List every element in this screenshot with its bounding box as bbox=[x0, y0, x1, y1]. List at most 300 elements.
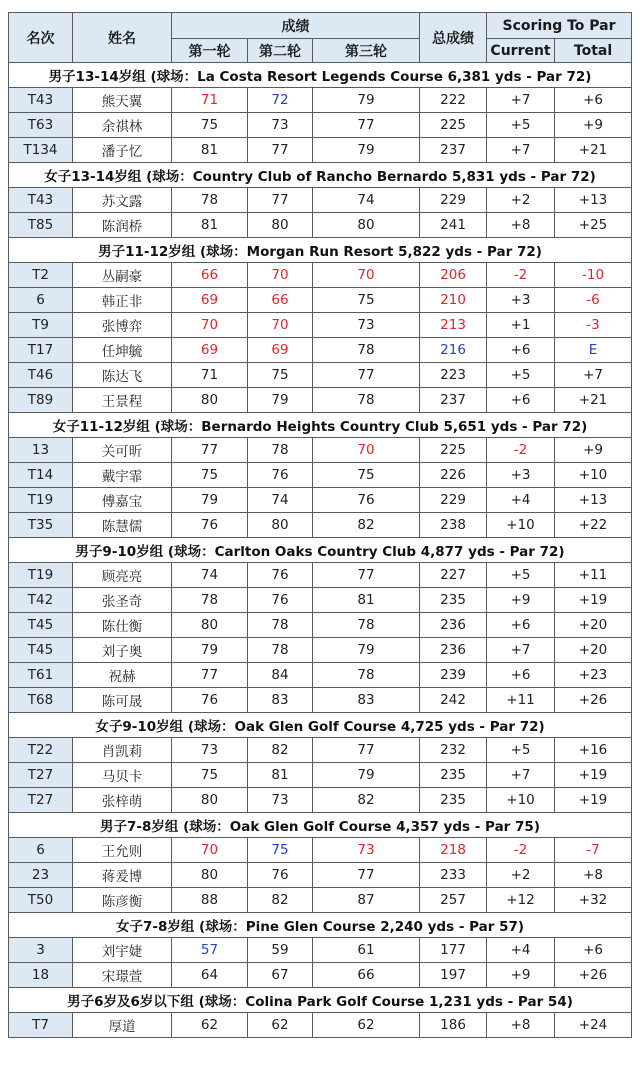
total-to-par: +19 bbox=[555, 788, 632, 813]
round3-score: 77 bbox=[313, 563, 420, 588]
section-title: 男子6岁及6岁以下组 (球场：Colina Park Golf Course 1,231 yds - Par 54) bbox=[9, 988, 632, 1013]
round3-score: 80 bbox=[313, 213, 420, 238]
table-row bbox=[9, 938, 632, 963]
round3-score: 75 bbox=[313, 288, 420, 313]
player-name: 马贝卡 bbox=[73, 763, 172, 788]
round2-score: 75 bbox=[248, 363, 313, 388]
round1-score: 76 bbox=[172, 688, 248, 713]
rank-cell: T19 bbox=[9, 563, 73, 588]
round3-score: 78 bbox=[313, 663, 420, 688]
player-name: 张博弈 bbox=[73, 313, 172, 338]
rank-cell: T68 bbox=[9, 688, 73, 713]
total-score-header: 总成绩 bbox=[420, 13, 487, 63]
table-row bbox=[9, 613, 632, 638]
total-to-par: +20 bbox=[555, 638, 632, 663]
round1-score: 74 bbox=[172, 563, 248, 588]
table-row bbox=[9, 663, 632, 688]
total-to-par: +20 bbox=[555, 613, 632, 638]
total-score: 236 bbox=[420, 613, 487, 638]
section-title: 男子7-8岁组 (球场：Oak Glen Golf Course 4,357 yds - Par 75) bbox=[9, 813, 632, 838]
round1-score: 62 bbox=[172, 1013, 248, 1038]
round1-score: 88 bbox=[172, 888, 248, 913]
round2-score: 78 bbox=[248, 438, 313, 463]
round1-header: 第一轮 bbox=[172, 39, 248, 63]
current-to-par: +7 bbox=[487, 88, 555, 113]
player-name: 祝赫 bbox=[73, 663, 172, 688]
total-to-par: +13 bbox=[555, 188, 632, 213]
current-to-par: +5 bbox=[487, 363, 555, 388]
total-to-par: +9 bbox=[555, 438, 632, 463]
current-to-par: +7 bbox=[487, 138, 555, 163]
current-to-par: +3 bbox=[487, 288, 555, 313]
table-row bbox=[9, 488, 632, 513]
rank-cell: 13 bbox=[9, 438, 73, 463]
round2-score: 70 bbox=[248, 263, 313, 288]
round2-score: 80 bbox=[248, 513, 313, 538]
player-name: 顾亮亮 bbox=[73, 563, 172, 588]
round1-score: 69 bbox=[172, 288, 248, 313]
rank-cell: T17 bbox=[9, 338, 73, 363]
rank-cell: T45 bbox=[9, 613, 73, 638]
round3-score: 70 bbox=[313, 438, 420, 463]
current-header: Current bbox=[487, 39, 555, 63]
table-row bbox=[9, 638, 632, 663]
total-score: 235 bbox=[420, 788, 487, 813]
table-row bbox=[9, 788, 632, 813]
current-to-par: +4 bbox=[487, 488, 555, 513]
rank-cell: T19 bbox=[9, 488, 73, 513]
section-title-row bbox=[9, 988, 632, 1013]
total-to-par: +11 bbox=[555, 563, 632, 588]
round1-score: 78 bbox=[172, 188, 248, 213]
table-row bbox=[9, 88, 632, 113]
player-name: 陈彦衡 bbox=[73, 888, 172, 913]
rank-cell: 3 bbox=[9, 938, 73, 963]
total-to-par: +21 bbox=[555, 388, 632, 413]
round2-score: 79 bbox=[248, 388, 313, 413]
table-row bbox=[9, 463, 632, 488]
rank-cell: T50 bbox=[9, 888, 73, 913]
table-row bbox=[9, 363, 632, 388]
round2-score: 77 bbox=[248, 138, 313, 163]
total-score: 226 bbox=[420, 463, 487, 488]
total-to-par: +6 bbox=[555, 88, 632, 113]
round1-score: 71 bbox=[172, 363, 248, 388]
table-row bbox=[9, 188, 632, 213]
round1-score: 77 bbox=[172, 438, 248, 463]
current-to-par: +10 bbox=[487, 513, 555, 538]
leaderboard bbox=[8, 12, 631, 1038]
table-row bbox=[9, 213, 632, 238]
round3-score: 82 bbox=[313, 513, 420, 538]
round2-score: 81 bbox=[248, 763, 313, 788]
player-name: 厚道 bbox=[73, 1013, 172, 1038]
table-row bbox=[9, 288, 632, 313]
rank-cell: 6 bbox=[9, 288, 73, 313]
section-title-row bbox=[9, 238, 632, 263]
table-row bbox=[9, 888, 632, 913]
total-score: 257 bbox=[420, 888, 487, 913]
current-to-par: +12 bbox=[487, 888, 555, 913]
section-title: 女子13-14岁组 (球场：Country Club of Rancho Bernardo 5,831 yds - Par 72) bbox=[9, 163, 632, 188]
section-title-row bbox=[9, 413, 632, 438]
round1-score: 79 bbox=[172, 488, 248, 513]
section-title: 女子9-10岁组 (球场：Oak Glen Golf Course 4,725 yds - Par 72) bbox=[9, 713, 632, 738]
total-score: 186 bbox=[420, 1013, 487, 1038]
round2-score: 74 bbox=[248, 488, 313, 513]
total-to-par: -7 bbox=[555, 838, 632, 863]
round2-score: 76 bbox=[248, 463, 313, 488]
rank-cell: T42 bbox=[9, 588, 73, 613]
round2-score: 67 bbox=[248, 963, 313, 988]
total-to-par: +16 bbox=[555, 738, 632, 763]
total-to-par: +23 bbox=[555, 663, 632, 688]
section-title-row bbox=[9, 713, 632, 738]
total-score: 238 bbox=[420, 513, 487, 538]
player-name: 任坤毓 bbox=[73, 338, 172, 363]
round3-score: 77 bbox=[313, 113, 420, 138]
total-score: 216 bbox=[420, 338, 487, 363]
rank-cell: T85 bbox=[9, 213, 73, 238]
player-name: 宋璟萱 bbox=[73, 963, 172, 988]
total-to-par: -3 bbox=[555, 313, 632, 338]
player-name: 余祺林 bbox=[73, 113, 172, 138]
total-par-header: Total bbox=[555, 39, 632, 63]
player-name: 刘宇婕 bbox=[73, 938, 172, 963]
total-score: 232 bbox=[420, 738, 487, 763]
section-title: 男子9-10岁组 (球场：Carlton Oaks Country Club 4,877 yds - Par 72) bbox=[9, 538, 632, 563]
table-row bbox=[9, 263, 632, 288]
total-to-par: -6 bbox=[555, 288, 632, 313]
current-to-par: -2 bbox=[487, 438, 555, 463]
round2-score: 77 bbox=[248, 188, 313, 213]
total-score: 237 bbox=[420, 388, 487, 413]
round3-score: 79 bbox=[313, 88, 420, 113]
round1-score: 57 bbox=[172, 938, 248, 963]
total-score: 223 bbox=[420, 363, 487, 388]
rank-cell: T61 bbox=[9, 663, 73, 688]
total-to-par: +8 bbox=[555, 863, 632, 888]
table-row bbox=[9, 388, 632, 413]
round1-score: 75 bbox=[172, 763, 248, 788]
player-name: 陈润桥 bbox=[73, 213, 172, 238]
current-to-par: +6 bbox=[487, 663, 555, 688]
round1-score: 80 bbox=[172, 388, 248, 413]
player-name: 陈可晟 bbox=[73, 688, 172, 713]
round3-score: 74 bbox=[313, 188, 420, 213]
total-to-par: +6 bbox=[555, 938, 632, 963]
player-name: 张圣奇 bbox=[73, 588, 172, 613]
rank-cell: T14 bbox=[9, 463, 73, 488]
round3-score: 75 bbox=[313, 463, 420, 488]
round1-score: 69 bbox=[172, 338, 248, 363]
round3-score: 82 bbox=[313, 788, 420, 813]
round3-score: 73 bbox=[313, 313, 420, 338]
total-to-par: +13 bbox=[555, 488, 632, 513]
total-score: 213 bbox=[420, 313, 487, 338]
current-to-par: -2 bbox=[487, 838, 555, 863]
player-name: 关可昕 bbox=[73, 438, 172, 463]
table-header bbox=[9, 13, 632, 63]
total-score: 233 bbox=[420, 863, 487, 888]
round3-score: 77 bbox=[313, 738, 420, 763]
total-to-par: +19 bbox=[555, 588, 632, 613]
current-to-par: +7 bbox=[487, 638, 555, 663]
rank-cell: 18 bbox=[9, 963, 73, 988]
total-to-par: +26 bbox=[555, 963, 632, 988]
current-to-par: +2 bbox=[487, 863, 555, 888]
round3-score: 79 bbox=[313, 763, 420, 788]
current-to-par: +9 bbox=[487, 963, 555, 988]
total-score: 218 bbox=[420, 838, 487, 863]
total-score: 237 bbox=[420, 138, 487, 163]
round1-score: 64 bbox=[172, 963, 248, 988]
player-name: 韩正非 bbox=[73, 288, 172, 313]
results-table bbox=[8, 12, 632, 1038]
player-name: 傅嘉宝 bbox=[73, 488, 172, 513]
table-body bbox=[9, 63, 632, 1038]
round3-score: 81 bbox=[313, 588, 420, 613]
scoring-to-par-header: Scoring To Par bbox=[487, 13, 632, 39]
table-row bbox=[9, 313, 632, 338]
round3-score: 79 bbox=[313, 638, 420, 663]
total-score: 242 bbox=[420, 688, 487, 713]
round2-score: 75 bbox=[248, 838, 313, 863]
table-row bbox=[9, 113, 632, 138]
total-to-par: +19 bbox=[555, 763, 632, 788]
current-to-par: +9 bbox=[487, 588, 555, 613]
round2-score: 78 bbox=[248, 613, 313, 638]
round3-score: 78 bbox=[313, 388, 420, 413]
rank-cell: T45 bbox=[9, 638, 73, 663]
round3-score: 77 bbox=[313, 863, 420, 888]
current-to-par: +3 bbox=[487, 463, 555, 488]
current-to-par: +2 bbox=[487, 188, 555, 213]
section-title-row bbox=[9, 538, 632, 563]
current-to-par: +7 bbox=[487, 763, 555, 788]
round1-score: 66 bbox=[172, 263, 248, 288]
total-to-par: +21 bbox=[555, 138, 632, 163]
round3-score: 78 bbox=[313, 338, 420, 363]
table-row bbox=[9, 563, 632, 588]
round2-score: 69 bbox=[248, 338, 313, 363]
round2-score: 59 bbox=[248, 938, 313, 963]
scores-header: 成绩 bbox=[172, 13, 420, 39]
round1-score: 80 bbox=[172, 788, 248, 813]
section-title: 男子13-14岁组 (球场：La Costa Resort Legends Course 6,381 yds - Par 72) bbox=[9, 63, 632, 88]
round3-header: 第三轮 bbox=[313, 39, 420, 63]
total-score: 197 bbox=[420, 963, 487, 988]
round3-score: 66 bbox=[313, 963, 420, 988]
total-score: 225 bbox=[420, 113, 487, 138]
round1-score: 70 bbox=[172, 313, 248, 338]
rank-cell: T27 bbox=[9, 763, 73, 788]
round1-score: 71 bbox=[172, 88, 248, 113]
round1-score: 73 bbox=[172, 738, 248, 763]
total-to-par: +22 bbox=[555, 513, 632, 538]
rank-cell: T89 bbox=[9, 388, 73, 413]
rank-cell: T63 bbox=[9, 113, 73, 138]
round2-score: 84 bbox=[248, 663, 313, 688]
table-row bbox=[9, 763, 632, 788]
rank-cell: T46 bbox=[9, 363, 73, 388]
rank-cell: T134 bbox=[9, 138, 73, 163]
player-name: 陈达飞 bbox=[73, 363, 172, 388]
player-name: 熊天翼 bbox=[73, 88, 172, 113]
rank-cell: T27 bbox=[9, 788, 73, 813]
round1-score: 76 bbox=[172, 513, 248, 538]
round2-score: 82 bbox=[248, 888, 313, 913]
round1-score: 70 bbox=[172, 838, 248, 863]
round2-score: 83 bbox=[248, 688, 313, 713]
total-score: 225 bbox=[420, 438, 487, 463]
round2-score: 82 bbox=[248, 738, 313, 763]
current-to-par: +8 bbox=[487, 1013, 555, 1038]
rank-cell: T43 bbox=[9, 88, 73, 113]
section-title-row bbox=[9, 813, 632, 838]
section-title-row bbox=[9, 63, 632, 88]
round2-score: 66 bbox=[248, 288, 313, 313]
rank-cell: T43 bbox=[9, 188, 73, 213]
player-name: 刘子奥 bbox=[73, 638, 172, 663]
round2-score: 78 bbox=[248, 638, 313, 663]
total-to-par: +10 bbox=[555, 463, 632, 488]
table-row bbox=[9, 838, 632, 863]
round1-score: 75 bbox=[172, 463, 248, 488]
round1-score: 80 bbox=[172, 613, 248, 638]
name-header: 姓名 bbox=[73, 13, 172, 63]
total-score: 235 bbox=[420, 763, 487, 788]
round1-score: 81 bbox=[172, 138, 248, 163]
round3-score: 83 bbox=[313, 688, 420, 713]
round3-score: 79 bbox=[313, 138, 420, 163]
rank-cell: T7 bbox=[9, 1013, 73, 1038]
round1-score: 80 bbox=[172, 863, 248, 888]
round3-score: 87 bbox=[313, 888, 420, 913]
total-score: 227 bbox=[420, 563, 487, 588]
total-score: 210 bbox=[420, 288, 487, 313]
total-score: 239 bbox=[420, 663, 487, 688]
current-to-par: +10 bbox=[487, 788, 555, 813]
round2-score: 62 bbox=[248, 1013, 313, 1038]
section-title-row bbox=[9, 913, 632, 938]
section-title: 女子11-12岁组 (球场：Bernardo Heights Country Club 5,651 yds - Par 72) bbox=[9, 413, 632, 438]
table-row bbox=[9, 688, 632, 713]
total-to-par: +9 bbox=[555, 113, 632, 138]
total-to-par: +7 bbox=[555, 363, 632, 388]
round2-score: 76 bbox=[248, 563, 313, 588]
player-name: 王景程 bbox=[73, 388, 172, 413]
rank-cell: 23 bbox=[9, 863, 73, 888]
total-score: 206 bbox=[420, 263, 487, 288]
rank-cell: T9 bbox=[9, 313, 73, 338]
player-name: 丛嗣豪 bbox=[73, 263, 172, 288]
total-score: 229 bbox=[420, 188, 487, 213]
player-name: 肖凯莉 bbox=[73, 738, 172, 763]
current-to-par: +8 bbox=[487, 213, 555, 238]
player-name: 王允则 bbox=[73, 838, 172, 863]
player-name: 潘子忆 bbox=[73, 138, 172, 163]
rank-cell: T2 bbox=[9, 263, 73, 288]
round3-score: 62 bbox=[313, 1013, 420, 1038]
round2-header: 第二轮 bbox=[248, 39, 313, 63]
current-to-par: +4 bbox=[487, 938, 555, 963]
round2-score: 70 bbox=[248, 313, 313, 338]
rank-cell: 6 bbox=[9, 838, 73, 863]
rank-cell: T22 bbox=[9, 738, 73, 763]
table-row bbox=[9, 338, 632, 363]
total-score: 177 bbox=[420, 938, 487, 963]
round2-score: 72 bbox=[248, 88, 313, 113]
current-to-par: +5 bbox=[487, 113, 555, 138]
player-name: 陈慧儒 bbox=[73, 513, 172, 538]
total-to-par: +24 bbox=[555, 1013, 632, 1038]
total-to-par: +26 bbox=[555, 688, 632, 713]
current-to-par: +11 bbox=[487, 688, 555, 713]
player-name: 陈仕衡 bbox=[73, 613, 172, 638]
round2-score: 80 bbox=[248, 213, 313, 238]
current-to-par: +1 bbox=[487, 313, 555, 338]
total-score: 229 bbox=[420, 488, 487, 513]
round3-score: 77 bbox=[313, 363, 420, 388]
current-to-par: -2 bbox=[487, 263, 555, 288]
player-name: 苏文露 bbox=[73, 188, 172, 213]
total-to-par: +32 bbox=[555, 888, 632, 913]
total-to-par: -10 bbox=[555, 263, 632, 288]
player-name: 戴宇霏 bbox=[73, 463, 172, 488]
total-score: 235 bbox=[420, 588, 487, 613]
round2-score: 76 bbox=[248, 863, 313, 888]
table-row bbox=[9, 963, 632, 988]
table-row bbox=[9, 1013, 632, 1038]
table-row bbox=[9, 588, 632, 613]
current-to-par: +5 bbox=[487, 563, 555, 588]
round1-score: 77 bbox=[172, 663, 248, 688]
round1-score: 78 bbox=[172, 588, 248, 613]
round2-score: 73 bbox=[248, 788, 313, 813]
round3-score: 73 bbox=[313, 838, 420, 863]
current-to-par: +6 bbox=[487, 388, 555, 413]
section-title-row bbox=[9, 163, 632, 188]
round3-score: 76 bbox=[313, 488, 420, 513]
rank-cell: T35 bbox=[9, 513, 73, 538]
round1-score: 79 bbox=[172, 638, 248, 663]
current-to-par: +6 bbox=[487, 613, 555, 638]
round3-score: 61 bbox=[313, 938, 420, 963]
total-score: 241 bbox=[420, 213, 487, 238]
total-to-par: +25 bbox=[555, 213, 632, 238]
table-row bbox=[9, 438, 632, 463]
table-row bbox=[9, 738, 632, 763]
section-title: 男子11-12岁组 (球场：Morgan Run Resort 5,822 yds - Par 72) bbox=[9, 238, 632, 263]
table-row bbox=[9, 513, 632, 538]
current-to-par: +6 bbox=[487, 338, 555, 363]
total-score: 236 bbox=[420, 638, 487, 663]
round1-score: 75 bbox=[172, 113, 248, 138]
rank-header: 名次 bbox=[9, 13, 73, 63]
round3-score: 70 bbox=[313, 263, 420, 288]
table-row bbox=[9, 138, 632, 163]
round3-score: 78 bbox=[313, 613, 420, 638]
round1-score: 81 bbox=[172, 213, 248, 238]
section-title: 女子7-8岁组 (球场：Pine Glen Course 2,240 yds - Par 57) bbox=[9, 913, 632, 938]
round2-score: 76 bbox=[248, 588, 313, 613]
player-name: 张梓萌 bbox=[73, 788, 172, 813]
table-row bbox=[9, 863, 632, 888]
total-to-par: E bbox=[555, 338, 632, 363]
current-to-par: +5 bbox=[487, 738, 555, 763]
total-score: 222 bbox=[420, 88, 487, 113]
